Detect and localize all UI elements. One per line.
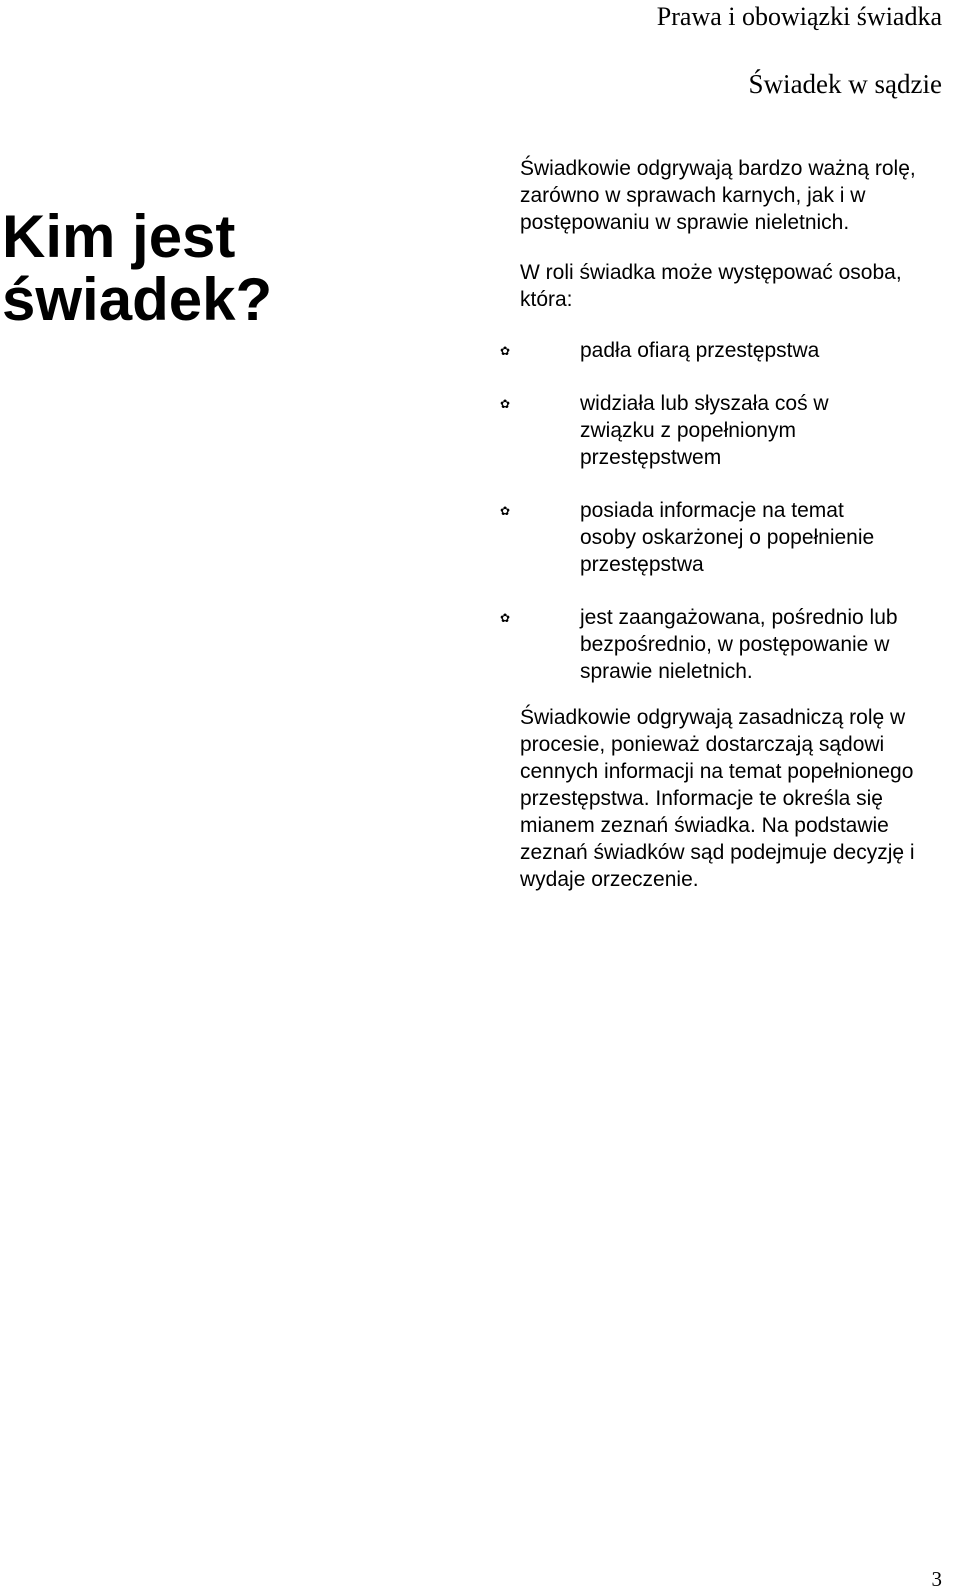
section-heading-line: świadek?	[2, 266, 273, 334]
text-line: Świadkowie odgrywają bardzo ważną rolę,	[520, 157, 916, 180]
flower-bullet-icon: ✿	[500, 344, 511, 358]
text-line: jest zaangażowana, pośrednio lub	[580, 606, 898, 629]
text-line: procesie, ponieważ dostarczają sądowi	[520, 733, 885, 756]
text-line: związku z popełnionym	[580, 419, 796, 442]
text-line: sprawie nieletnich.	[580, 660, 753, 683]
text-line: przestępstwa. Informacje te określa się	[520, 787, 883, 810]
list-item	[500, 604, 960, 685]
text-line: Świadkowie odgrywają zasadniczą rolę w	[520, 706, 906, 729]
text-line: padła ofiarą przestępstwa	[580, 339, 820, 362]
text-line: zeznań świadków sąd podejmuje decyzję i	[520, 841, 915, 864]
list-item	[500, 497, 960, 578]
text-line: cennych informacji na temat popełnionego	[520, 760, 914, 783]
text-line: wydaje orzeczenie.	[520, 868, 699, 891]
role-intro-paragraph	[520, 259, 960, 313]
text-line: która:	[520, 288, 573, 311]
text-line: posiada informacje na temat	[580, 499, 844, 522]
text-line: przestępstwem	[580, 446, 722, 469]
text-line: zarówno w sprawach karnych, jak i w	[520, 184, 866, 207]
document-title: Prawa i obowiązki świadka	[656, 2, 942, 31]
closing-paragraph	[520, 704, 960, 893]
flower-bullet-icon: ✿	[500, 397, 511, 411]
text-line: osoby oskarżonej o popełnienie	[580, 526, 875, 549]
list-item	[500, 337, 960, 364]
text-line: mianem zeznań świadka. Na podstawie	[520, 814, 889, 837]
text-line: W roli świadka może występować osoba,	[520, 261, 902, 284]
text-line: postępowaniu w sprawie nieletnich.	[520, 211, 850, 234]
witness-criteria-list	[500, 337, 960, 685]
flower-bullet-icon: ✿	[500, 504, 511, 518]
text-line: widziała lub słyszała coś w	[580, 392, 829, 415]
text-line: bezpośrednio, w postępowanie w	[580, 633, 890, 656]
intro-paragraph	[520, 155, 960, 236]
section-heading	[2, 203, 322, 334]
flower-bullet-icon: ✿	[500, 611, 511, 625]
document-subtitle: Świadek w sądzie	[748, 69, 942, 99]
text-line: przestępstwa	[580, 553, 704, 576]
content-column	[500, 155, 960, 893]
page-number: 3	[931, 1567, 942, 1591]
section-heading-line: Kim jest	[2, 203, 236, 271]
list-item	[500, 390, 960, 471]
